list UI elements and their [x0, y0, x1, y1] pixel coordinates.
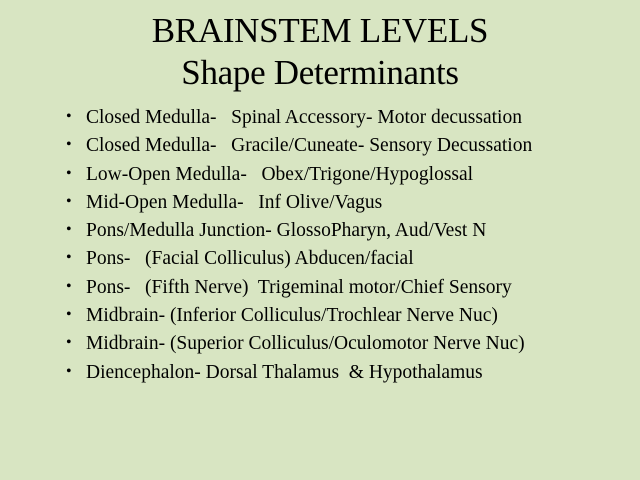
- bullet-dot-icon: •: [66, 277, 72, 295]
- bullet-text: Pons- (Facial Colliculus) Abducen/facial: [86, 248, 414, 270]
- bullet-dot-icon: •: [66, 164, 72, 182]
- bullet-dot-icon: •: [66, 108, 72, 125]
- bullet-dot-icon: •: [66, 136, 72, 154]
- bullet-text: Mid-Open Medulla- Inf Olive/Vagus: [86, 191, 383, 213]
- bullet-text: Closed Medulla- Spinal Accessory- Motor decussation: [86, 107, 522, 128]
- bullet-item: [66, 274, 532, 302]
- bullet-item: [66, 161, 532, 189]
- bullet-item: [66, 217, 532, 245]
- bullet-text: Closed Medulla- Gracile/Cuneate- Sensory Decussation: [86, 135, 533, 157]
- bullet-text: Diencephalon- Dorsal Thalamus & Hypothalamus: [86, 361, 483, 383]
- slide-title: [0, 10, 640, 94]
- bullet-item: [66, 104, 532, 132]
- bullet-text: Pons/Medulla Junction- GlossoPharyn, Aud/Vest N: [86, 220, 487, 242]
- bullet-text: Midbrain- (Superior Colliculus/Oculomotor Nerve Nuc): [86, 333, 525, 355]
- bullet-item: [66, 330, 532, 358]
- bullet-dot-icon: •: [66, 334, 72, 352]
- bullet-item: [66, 245, 532, 273]
- bullet-dot-icon: •: [66, 192, 72, 210]
- bullet-text: Low-Open Medulla- Obex/Trigone/Hypoglossal: [86, 163, 474, 185]
- bullet-text: Pons- (Fifth Nerve) Trigeminal motor/Chief Sensory: [86, 276, 512, 298]
- bullet-item: [66, 189, 532, 217]
- bullet-dot-icon: •: [66, 306, 72, 324]
- title-line-1: BRAINSTEM LEVELS: [151, 11, 489, 50]
- title-line-2: Shape Determinants: [181, 53, 459, 92]
- bullet-item: [66, 359, 532, 387]
- bullet-dot-icon: •: [66, 221, 72, 239]
- bullet-dot-icon: •: [66, 249, 72, 267]
- bullet-text: Midbrain- (Inferior Colliculus/Trochlear Nerve Nuc): [86, 305, 498, 327]
- bullet-dot-icon: •: [66, 362, 72, 380]
- bullet-item: [66, 302, 532, 330]
- bullet-list: [66, 104, 532, 387]
- bullet-item: [66, 132, 532, 160]
